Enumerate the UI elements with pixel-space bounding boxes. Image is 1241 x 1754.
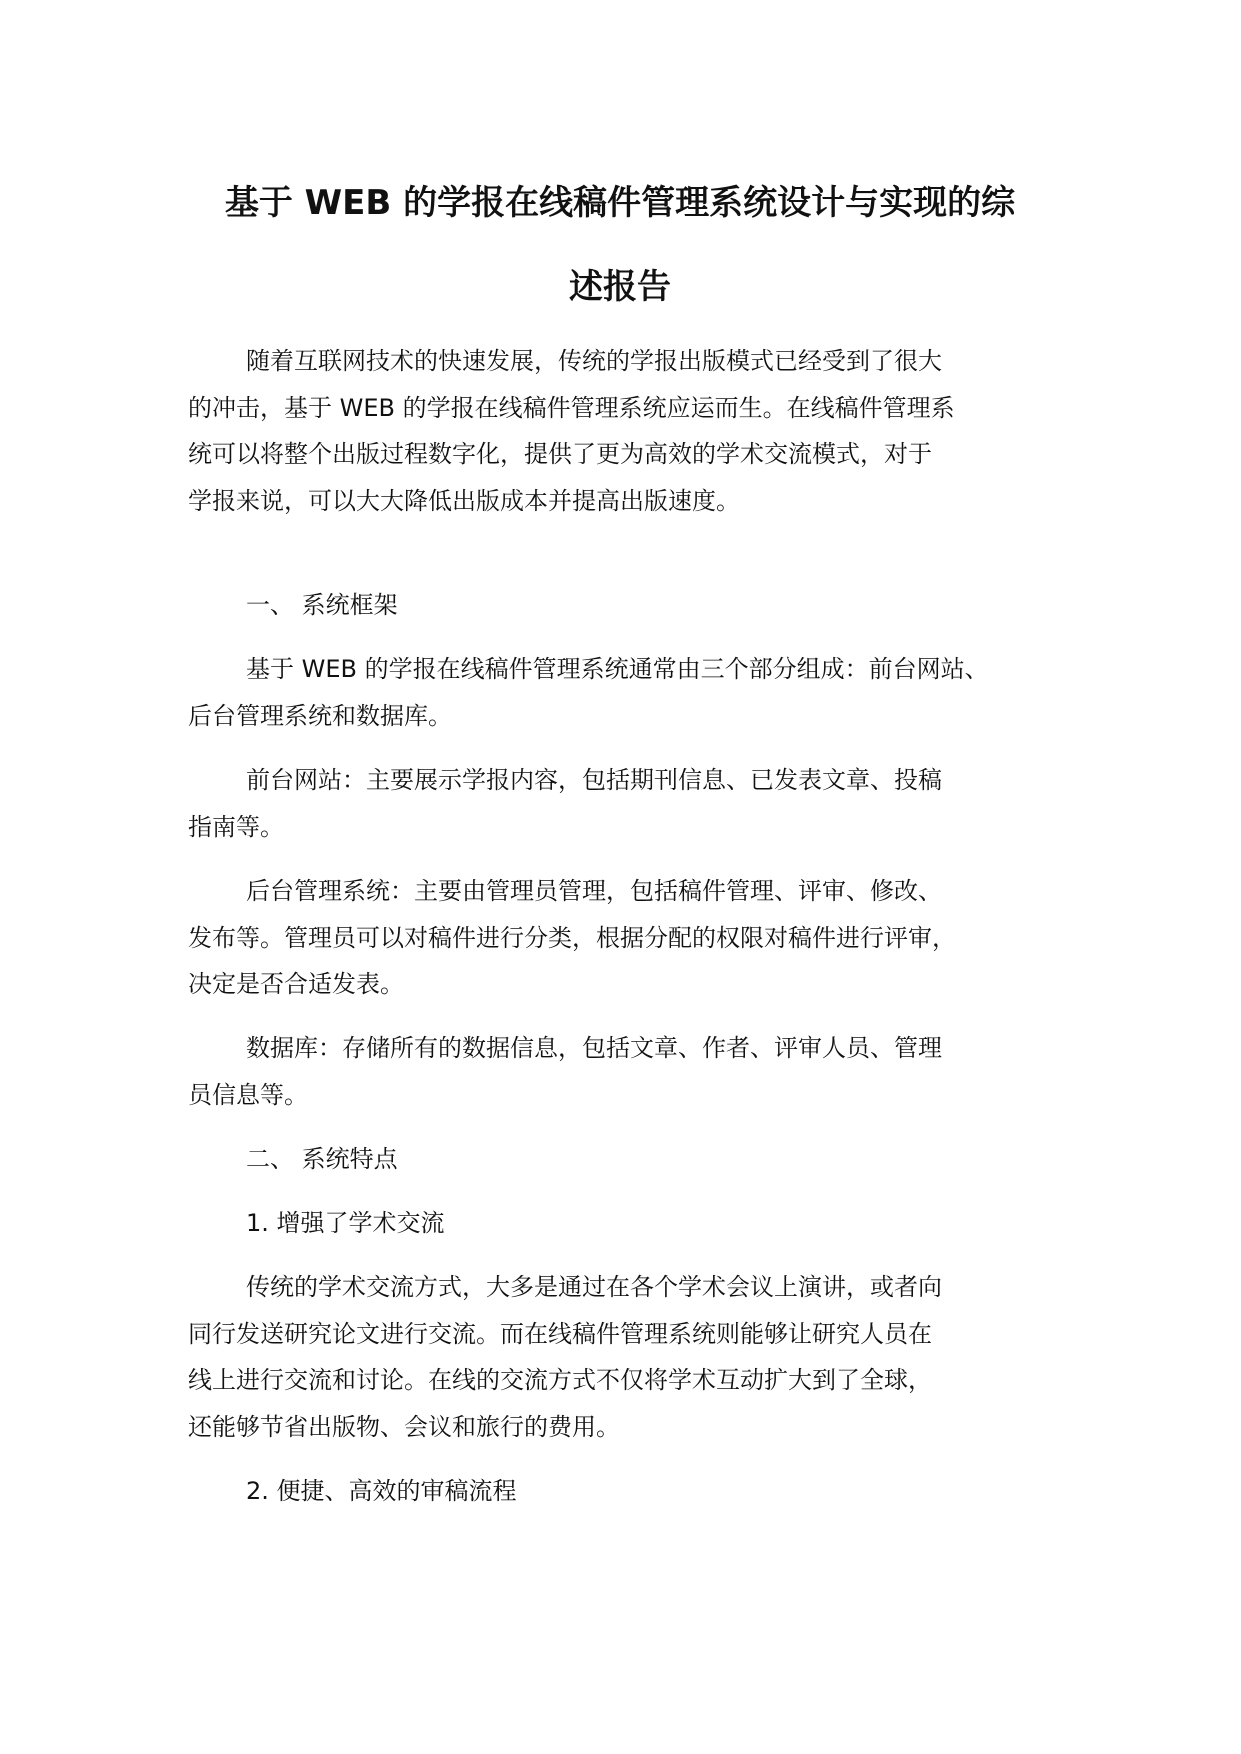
- section-heading-features: [188, 1136, 1088, 1183]
- text-line: 指南等。: [188, 812, 284, 841]
- text-line: 传统的学术交流方式，大多是通过在各个学术会议上演讲，或者向: [246, 1273, 942, 1301]
- text-line: 前台网站：主要展示学报内容，包括期刊信息、已发表文章、投稿: [246, 766, 942, 794]
- database-paragraph: [188, 1025, 1088, 1118]
- frontend-paragraph: [188, 757, 1088, 850]
- document-title-line-2: 述报告: [569, 267, 671, 307]
- subheading-review-process: [188, 1468, 1088, 1515]
- text-line: 发布等。管理员可以对稿件进行分类，根据分配的权限对稿件进行评审，: [188, 923, 956, 952]
- text-line: 的冲击，基于 WEB 的学报在线稿件管理系统应运而生。在线稿件管理系: [188, 393, 955, 422]
- text-line: 线上进行交流和讨论。在线的交流方式不仅将学术互动扩大到了全球，: [188, 1366, 932, 1394]
- text-line: 同行发送研究论文进行交流。而在线稿件管理系统则能够让研究人员在: [188, 1319, 932, 1348]
- document-title-line-1: 基于 WEB 的学报在线稿件管理系统设计与实现的综: [224, 183, 1016, 223]
- text-line: 数据库：存储所有的数据信息，包括文章、作者、评审人员、管理: [246, 1034, 942, 1062]
- text-line: 基于 WEB 的学报在线稿件管理系统通常由三个部分组成：前台网站、: [246, 655, 989, 683]
- text-line: 二、 系统特点: [246, 1145, 398, 1173]
- text-line: 后台管理系统和数据库。: [188, 701, 452, 730]
- intro-paragraph: [188, 338, 1088, 524]
- backend-paragraph: [188, 868, 1088, 1008]
- text-line: 随着互联网技术的快速发展，传统的学报出版模式已经受到了很大: [246, 347, 942, 375]
- framework-paragraph: [188, 646, 1088, 739]
- section-heading-framework: [188, 582, 1088, 629]
- text-line: 后台管理系统：主要由管理员管理，包括稿件管理、评审、修改、: [246, 877, 942, 905]
- text-line: 学报来说，可以大大降低出版成本并提高出版速度。: [188, 486, 740, 515]
- subheading-academic-exchange: [188, 1200, 1088, 1247]
- text-line: 2. 便捷、高效的审稿流程: [246, 1477, 517, 1505]
- academic-exchange-paragraph: [188, 1264, 1088, 1450]
- text-line: 一、 系统框架: [246, 591, 398, 619]
- text-line: 1. 增强了学术交流: [246, 1209, 445, 1237]
- text-line: 还能够节省出版物、会议和旅行的费用。: [188, 1412, 620, 1441]
- text-line: 统可以将整个出版过程数字化，提供了更为高效的学术交流模式，对于: [188, 440, 932, 468]
- text-line: 决定是否合适发表。: [188, 970, 404, 998]
- text-line: 员信息等。: [188, 1080, 308, 1109]
